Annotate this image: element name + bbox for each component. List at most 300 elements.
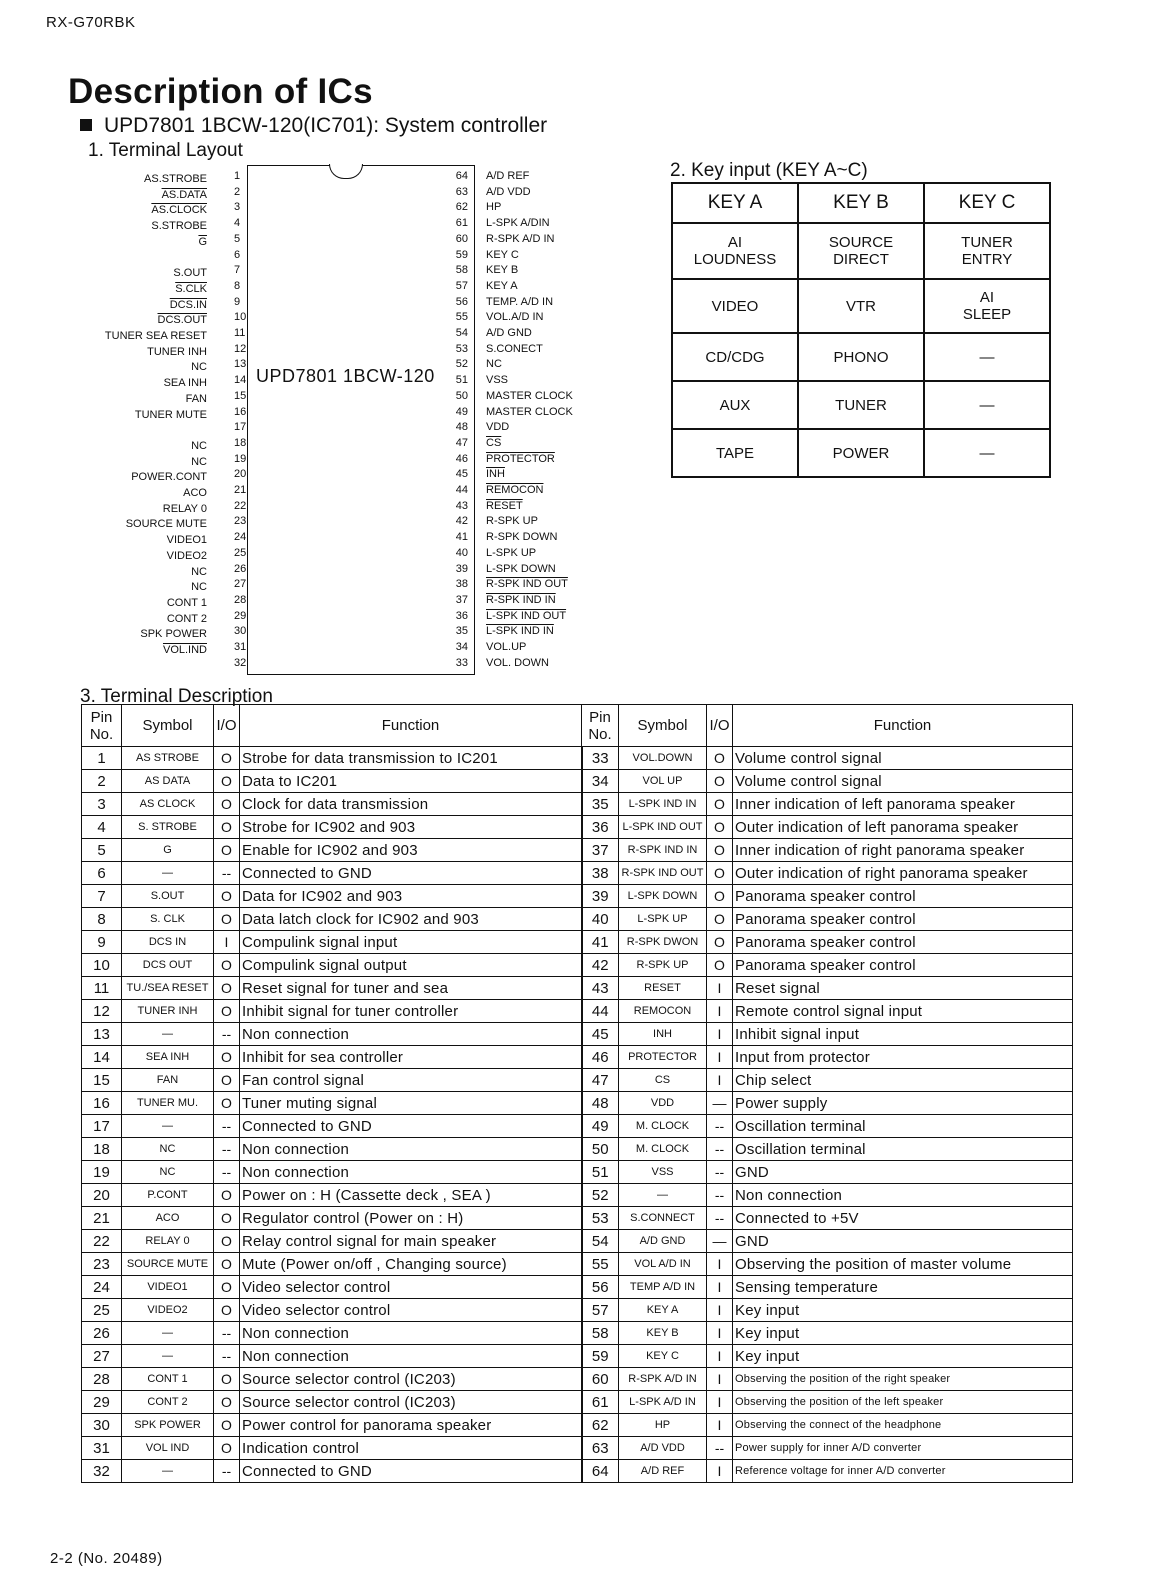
table-row (82, 747, 1073, 770)
table-row (82, 1184, 1073, 1207)
pin-io: O (214, 1000, 240, 1023)
layout-pin-label: S.CONECT (486, 342, 543, 355)
pin-symbol: — (122, 862, 214, 885)
table-row (82, 1207, 1073, 1230)
layout-pin-label: KEY A (486, 279, 518, 292)
layout-pin-number: 44 (455, 484, 468, 496)
table-row (82, 1322, 1073, 1345)
pin-io: -- (214, 1161, 240, 1184)
pin-symbol: VIDEO2 (122, 1299, 214, 1322)
pin-io: I (707, 1276, 733, 1299)
layout-pin-label: R-SPK UP (486, 515, 538, 528)
pin-number: 37 (582, 839, 619, 862)
pin-number: 40 (582, 908, 619, 931)
pin-function: Video selector control (240, 1276, 582, 1299)
layout-pin-number: 5 (234, 232, 241, 245)
pin-io: -- (707, 1437, 733, 1460)
pin-io: -- (707, 1115, 733, 1138)
ic-heading (80, 114, 547, 138)
pin-number: 51 (582, 1161, 619, 1184)
pin-io: O (214, 1230, 240, 1253)
layout-pin-label: VSS (486, 374, 509, 387)
key-table-row (672, 429, 1050, 477)
table-row (82, 1230, 1073, 1253)
pin-function: Strobe for IC902 and 903 (240, 816, 582, 839)
table-row (82, 931, 1073, 954)
layout-pin-number: 40 (455, 546, 468, 559)
pin-function: Observing the position of master volume (733, 1253, 1073, 1276)
pin-function: Panorama speaker control (733, 908, 1073, 931)
layout-pin-number: 3 (234, 201, 241, 214)
key-header-cell: KEY B (798, 183, 924, 223)
pin-function: Key input (733, 1345, 1073, 1368)
layout-pin-label: ACO (183, 487, 207, 499)
pin-symbol: VOL UP (619, 770, 707, 793)
pin-symbol: VOL IND (122, 1437, 214, 1460)
pin-number: 52 (582, 1184, 619, 1207)
pin-function: Reset signal for tuner and sea (240, 977, 582, 1000)
pin-symbol: — (122, 1345, 214, 1368)
layout-pin-label: CONT 1 (166, 596, 207, 609)
pin-number: 64 (582, 1460, 619, 1483)
layout-pin-number: 38 (455, 578, 468, 591)
table-row (82, 1368, 1073, 1391)
layout-pin-number: 48 (455, 421, 468, 434)
section-key-input: 2. Key input (KEY A~C) (670, 160, 868, 181)
pin-function: Panorama speaker control (733, 931, 1073, 954)
pin-number: 23 (82, 1253, 122, 1276)
pin-function: Chip select (733, 1069, 1073, 1092)
pin-symbol: KEY B (619, 1322, 707, 1345)
table-row (82, 1023, 1073, 1046)
pin-io: O (214, 885, 240, 908)
pin-number: 12 (82, 1000, 122, 1023)
pin-io: I (214, 931, 240, 954)
pin-function: Reference voltage for inner A/D converter (733, 1460, 1073, 1483)
pin-function: Key input (733, 1299, 1073, 1322)
layout-pin-label: NC (191, 565, 207, 578)
layout-pin-label: VOL.UP (486, 641, 527, 653)
pin-number: 26 (82, 1322, 122, 1345)
page-title: Description of ICs (68, 72, 373, 111)
pin-function: Inner indication of left panorama speaker (733, 793, 1073, 816)
layout-pin-label: VOL. DOWN (486, 656, 549, 669)
layout-pin-label: POWER.CONT (131, 471, 207, 484)
model-number: RX-G70RBK (46, 14, 136, 31)
layout-pin-label: PROTECTOR (486, 452, 555, 465)
layout-pin-label: $\overline{CS}$ (486, 436, 502, 449)
pin-io: -- (214, 1023, 240, 1046)
pin-io: O (214, 1299, 240, 1322)
layout-pin-label: NC (191, 361, 207, 374)
layout-pin-number: 64 (455, 170, 468, 182)
pin-symbol: S.CONNECT (619, 1207, 707, 1230)
layout-pin-number: 59 (455, 248, 468, 261)
key-cell: AUX (672, 381, 798, 429)
pin-function: Non connection (240, 1023, 582, 1046)
pin-symbol: — (122, 1115, 214, 1138)
layout-pin-number: 47 (455, 436, 468, 449)
pin-function: Input from protector (733, 1046, 1073, 1069)
layout-pin-number: 62 (455, 201, 468, 214)
layout-pin-label: VOL.A/D IN (486, 311, 544, 324)
pin-symbol: VDD (619, 1092, 707, 1115)
pin-symbol: SPK POWER (122, 1414, 214, 1437)
pin-function: Observing the position of the right speaker (733, 1368, 1073, 1391)
layout-pin-label: DCS.IN (169, 298, 207, 311)
layout-pin-number: 51 (455, 374, 468, 387)
table-row (82, 885, 1073, 908)
layout-pin-number: 43 (455, 499, 468, 512)
layout-pin-label: VOL.IND (162, 644, 207, 656)
pin-function: Fan control signal (240, 1069, 582, 1092)
terminal-description-table (81, 704, 1073, 1483)
layout-pin-number: 32 (234, 656, 247, 669)
pin-number: 20 (82, 1184, 122, 1207)
terminal-header-cell: Symbol (122, 705, 214, 747)
terminal-header-cell: I/O (214, 705, 240, 747)
pin-io: O (214, 839, 240, 862)
pin-symbol: DCS OUT (122, 954, 214, 977)
table-row (82, 839, 1073, 862)
table-row (82, 1138, 1073, 1161)
layout-pin-number: 21 (234, 484, 247, 496)
pin-number: 54 (582, 1230, 619, 1253)
pin-function: Connected to GND (240, 862, 582, 885)
layout-pin-number: 14 (234, 374, 247, 387)
layout-pin-label: L-SPK IND IN (486, 625, 554, 638)
table-row (82, 1115, 1073, 1138)
layout-pin-number: 49 (455, 405, 468, 418)
pin-number: 57 (582, 1299, 619, 1322)
pin-symbol: VOL A/D IN (619, 1253, 707, 1276)
pin-function: GND (733, 1161, 1073, 1184)
key-cell: AI SLEEP (924, 279, 1050, 333)
layout-pin-number: 58 (455, 264, 468, 277)
key-table-row (672, 381, 1050, 429)
pin-io: O (214, 1184, 240, 1207)
layout-pin-label: MASTER CLOCK (486, 405, 573, 418)
pin-symbol: FAN (122, 1069, 214, 1092)
layout-pin-number: 12 (234, 342, 247, 355)
layout-pin-number: 54 (455, 327, 468, 339)
ic-heading-text: UPD7801 1BCW-120(IC701): System controller (104, 114, 548, 137)
pin-symbol: — (619, 1184, 707, 1207)
pin-io: O (707, 839, 733, 862)
layout-pin-label: REMOCON (486, 484, 544, 496)
pin-number: 60 (582, 1368, 619, 1391)
layout-pin-label: S.OUT (173, 267, 207, 280)
pin-number: 63 (582, 1437, 619, 1460)
layout-pin-number: 35 (455, 625, 468, 638)
pin-io: -- (707, 1138, 733, 1161)
page-footer: 2-2 (No. 20489) (50, 1550, 163, 1567)
pin-number: 50 (582, 1138, 619, 1161)
layout-pin-number: 2 (234, 185, 241, 198)
table-row (82, 816, 1073, 839)
pin-symbol: A/D REF (619, 1460, 707, 1483)
layout-pin-label: RESET (486, 499, 523, 512)
layout-pin-number: 42 (455, 515, 468, 528)
pin-io: -- (707, 1161, 733, 1184)
pin-function: Compulink signal input (240, 931, 582, 954)
pin-function: Non connection (240, 1345, 582, 1368)
layout-pin-number: 63 (455, 185, 468, 198)
pin-number: 62 (582, 1414, 619, 1437)
pin-function: Inhibit signal for tuner controller (240, 1000, 582, 1023)
layout-pin-label: TUNER INH (147, 345, 207, 358)
pin-symbol: L-SPK IND OUT (619, 816, 707, 839)
terminal-header-cell: Symbol (619, 705, 707, 747)
chip-outline (247, 165, 475, 675)
layout-pin-label: TUNER SEA RESET (104, 330, 207, 342)
layout-pin-number: 13 (234, 358, 247, 371)
layout-pin-number: 29 (234, 609, 247, 622)
key-header-cell: KEY A (672, 183, 798, 223)
layout-pin-label: FAN (185, 392, 207, 405)
pin-function: Data to IC201 (240, 770, 582, 793)
pin-symbol: VSS (619, 1161, 707, 1184)
layout-pin-label: NC (191, 439, 207, 452)
pin-function: Relay control signal for main speaker (240, 1230, 582, 1253)
pin-symbol: L-SPK UP (619, 908, 707, 931)
pin-symbol: ACO (122, 1207, 214, 1230)
layout-pin-number: 19 (234, 452, 247, 465)
pin-io: O (707, 908, 733, 931)
layout-pin-label: TEMP. A/D IN (486, 295, 554, 308)
pin-number: 27 (82, 1345, 122, 1368)
pin-function: Power supply for inner A/D converter (733, 1437, 1073, 1460)
layout-pin-number: 60 (455, 232, 468, 245)
pin-number: 4 (82, 816, 122, 839)
pin-symbol: S. STROBE (122, 816, 214, 839)
pin-function: Non connection (240, 1322, 582, 1345)
pin-function: Strobe for data transmission to IC201 (240, 747, 582, 770)
layout-pin-label: VIDEO2 (166, 549, 207, 562)
layout-pin-number: 24 (234, 531, 247, 544)
table-row (82, 1161, 1073, 1184)
terminal-header-cell: I/O (707, 705, 733, 747)
pin-number: 16 (82, 1092, 122, 1115)
pin-number: 22 (82, 1230, 122, 1253)
layout-pin-number: 46 (455, 452, 468, 465)
key-cell: TUNER (798, 381, 924, 429)
layout-pin-label: $\overline{G}$ (198, 235, 207, 248)
layout-pin-label: KEY B (486, 264, 519, 277)
pin-function: Outer indication of right panorama speaker (733, 862, 1073, 885)
layout-pin-label: S.STROBE (151, 220, 207, 233)
pin-function: Volume control signal (733, 747, 1073, 770)
layout-pin-number: 26 (234, 562, 247, 575)
pin-symbol: TEMP A/D IN (619, 1276, 707, 1299)
pin-number: 35 (582, 793, 619, 816)
pin-io: O (214, 1092, 240, 1115)
pin-number: 36 (582, 816, 619, 839)
table-row (82, 1069, 1073, 1092)
pin-symbol: — (122, 1322, 214, 1345)
pin-number: 10 (82, 954, 122, 977)
pin-number: 3 (82, 793, 122, 816)
layout-pin-label: R-SPK IND OUT (486, 578, 568, 591)
pin-number: 48 (582, 1092, 619, 1115)
pin-symbol: NC (122, 1138, 214, 1161)
layout-pin-label: VIDEO1 (166, 534, 207, 547)
layout-pin-number: 10 (234, 311, 247, 324)
pin-symbol: HP (619, 1414, 707, 1437)
pin-function: GND (733, 1230, 1073, 1253)
pin-symbol: A/D VDD (619, 1437, 707, 1460)
pin-function: Oscillation terminal (733, 1138, 1073, 1161)
layout-pin-label: SOURCE MUTE (125, 518, 207, 531)
pin-symbol: CS (619, 1069, 707, 1092)
layout-pin-label: MASTER CLOCK (486, 389, 573, 402)
pin-io: O (707, 770, 733, 793)
pin-io: I (707, 1368, 733, 1391)
key-cell: PHONO (798, 333, 924, 381)
layout-pin-number: 41 (455, 531, 468, 544)
layout-pin-label: VDD (486, 421, 510, 434)
pin-io: O (707, 954, 733, 977)
pin-symbol: G (122, 839, 214, 862)
pin-function: Regulator control (Power on : H) (240, 1207, 582, 1230)
pin-symbol: AS DATA (122, 770, 214, 793)
pin-symbol: DCS IN (122, 931, 214, 954)
layout-pin-label: L-SPK A/DIN (486, 217, 550, 230)
key-cell: — (924, 381, 1050, 429)
pin-symbol: TUNER INH (122, 1000, 214, 1023)
pin-function: Observing the connect of the headphone (733, 1414, 1073, 1437)
layout-pin-number: 37 (455, 593, 468, 606)
key-input-table (671, 182, 1051, 478)
table-row (82, 1414, 1073, 1437)
layout-pin-number: 30 (234, 625, 247, 638)
table-row (82, 1437, 1073, 1460)
pin-number: 31 (82, 1437, 122, 1460)
layout-pin-number: 11 (234, 327, 246, 339)
pin-function: Tuner muting signal (240, 1092, 582, 1115)
chip-notch (329, 164, 363, 179)
key-cell: TUNER ENTRY (924, 223, 1050, 279)
pin-io: -- (214, 1138, 240, 1161)
pin-io: O (707, 931, 733, 954)
pin-io: I (707, 1069, 733, 1092)
pin-symbol: R-SPK IND IN (619, 839, 707, 862)
layout-pin-number: 56 (455, 295, 468, 308)
pin-symbol: VIDEO1 (122, 1276, 214, 1299)
pin-io: O (214, 1276, 240, 1299)
key-table-row (672, 333, 1050, 381)
pin-symbol: R-SPK IND OUT (619, 862, 707, 885)
layout-pin-label: L-SPK IND OUT (486, 609, 567, 622)
layout-pin-number: 23 (234, 515, 247, 528)
table-row (82, 954, 1073, 977)
pin-number: 19 (82, 1161, 122, 1184)
pin-io: I (707, 1322, 733, 1345)
key-cell: SOURCE DIRECT (798, 223, 924, 279)
layout-pin-label: R-SPK A/D IN (486, 232, 555, 245)
pin-io: I (707, 1391, 733, 1414)
pin-number: 24 (82, 1276, 122, 1299)
pin-number: 55 (582, 1253, 619, 1276)
table-row (82, 1276, 1073, 1299)
pin-number: 15 (82, 1069, 122, 1092)
pin-io: O (707, 885, 733, 908)
pin-symbol: M. CLOCK (619, 1138, 707, 1161)
layout-pin-number: 6 (234, 248, 241, 261)
pin-function: Indication control (240, 1437, 582, 1460)
pin-io: -- (707, 1184, 733, 1207)
pin-symbol: TUNER MU. (122, 1092, 214, 1115)
pin-number: 34 (582, 770, 619, 793)
layout-pin-label: $\overline{INH}$ (486, 468, 505, 481)
pin-io: -- (214, 1460, 240, 1483)
pin-function: Enable for IC902 and 903 (240, 839, 582, 862)
pin-symbol: TU./SEA RESET (122, 977, 214, 1000)
pin-number: 38 (582, 862, 619, 885)
pin-function: Reset signal (733, 977, 1073, 1000)
pin-number: 39 (582, 885, 619, 908)
pin-symbol: RELAY 0 (122, 1230, 214, 1253)
pin-io: -- (214, 1115, 240, 1138)
pin-symbol: CONT 1 (122, 1368, 214, 1391)
pin-io: O (214, 1069, 240, 1092)
pin-number: 28 (82, 1368, 122, 1391)
pin-number: 49 (582, 1115, 619, 1138)
terminal-header-cell: Pin No. (582, 705, 619, 747)
layout-pin-label: S.CLK (175, 282, 207, 295)
layout-pin-number: 4 (234, 217, 241, 230)
pin-function: Source selector control (IC203) (240, 1368, 582, 1391)
pin-number: 59 (582, 1345, 619, 1368)
layout-pin-number: 33 (455, 656, 468, 669)
pin-io: O (214, 1414, 240, 1437)
pin-symbol: AS CLOCK (122, 793, 214, 816)
table-row (82, 770, 1073, 793)
key-table-row (672, 223, 1050, 279)
section-terminal-layout: 1. Terminal Layout (88, 140, 243, 161)
pin-symbol: PROTECTOR (619, 1046, 707, 1069)
layout-pin-label: SPK POWER (140, 628, 207, 641)
terminal-header-cell: Function (240, 705, 582, 747)
layout-pin-number: 1 (234, 170, 241, 182)
pin-symbol: L-SPK A/D IN (619, 1391, 707, 1414)
pin-io: O (214, 770, 240, 793)
pin-number: 42 (582, 954, 619, 977)
layout-pin-label: CONT 2 (166, 612, 207, 625)
pin-symbol: CONT 2 (122, 1391, 214, 1414)
pin-function: Mute (Power on/off , Changing source) (240, 1253, 582, 1276)
pin-symbol: L-SPK DOWN (619, 885, 707, 908)
terminal-header-cell: Pin No. (82, 705, 122, 747)
pin-number: 13 (82, 1023, 122, 1046)
pin-io: I (707, 1253, 733, 1276)
layout-pin-label: L-SPK UP (486, 546, 537, 559)
layout-pin-number: 36 (455, 609, 468, 622)
pin-function: Panorama speaker control (733, 954, 1073, 977)
pin-number: 2 (82, 770, 122, 793)
layout-pin-number: 20 (234, 468, 247, 481)
layout-pin-number: 34 (455, 641, 468, 653)
pin-function: Non connection (240, 1161, 582, 1184)
pin-function: Data latch clock for IC902 and 903 (240, 908, 582, 931)
layout-pin-label: A/D REF (486, 170, 530, 182)
layout-pin-label: R-SPK IND IN (486, 593, 556, 606)
table-row (82, 1299, 1073, 1322)
pin-io: -- (214, 1322, 240, 1345)
key-cell: — (924, 333, 1050, 381)
pin-function: Inhibit for sea controller (240, 1046, 582, 1069)
layout-pin-number: 17 (234, 421, 247, 434)
